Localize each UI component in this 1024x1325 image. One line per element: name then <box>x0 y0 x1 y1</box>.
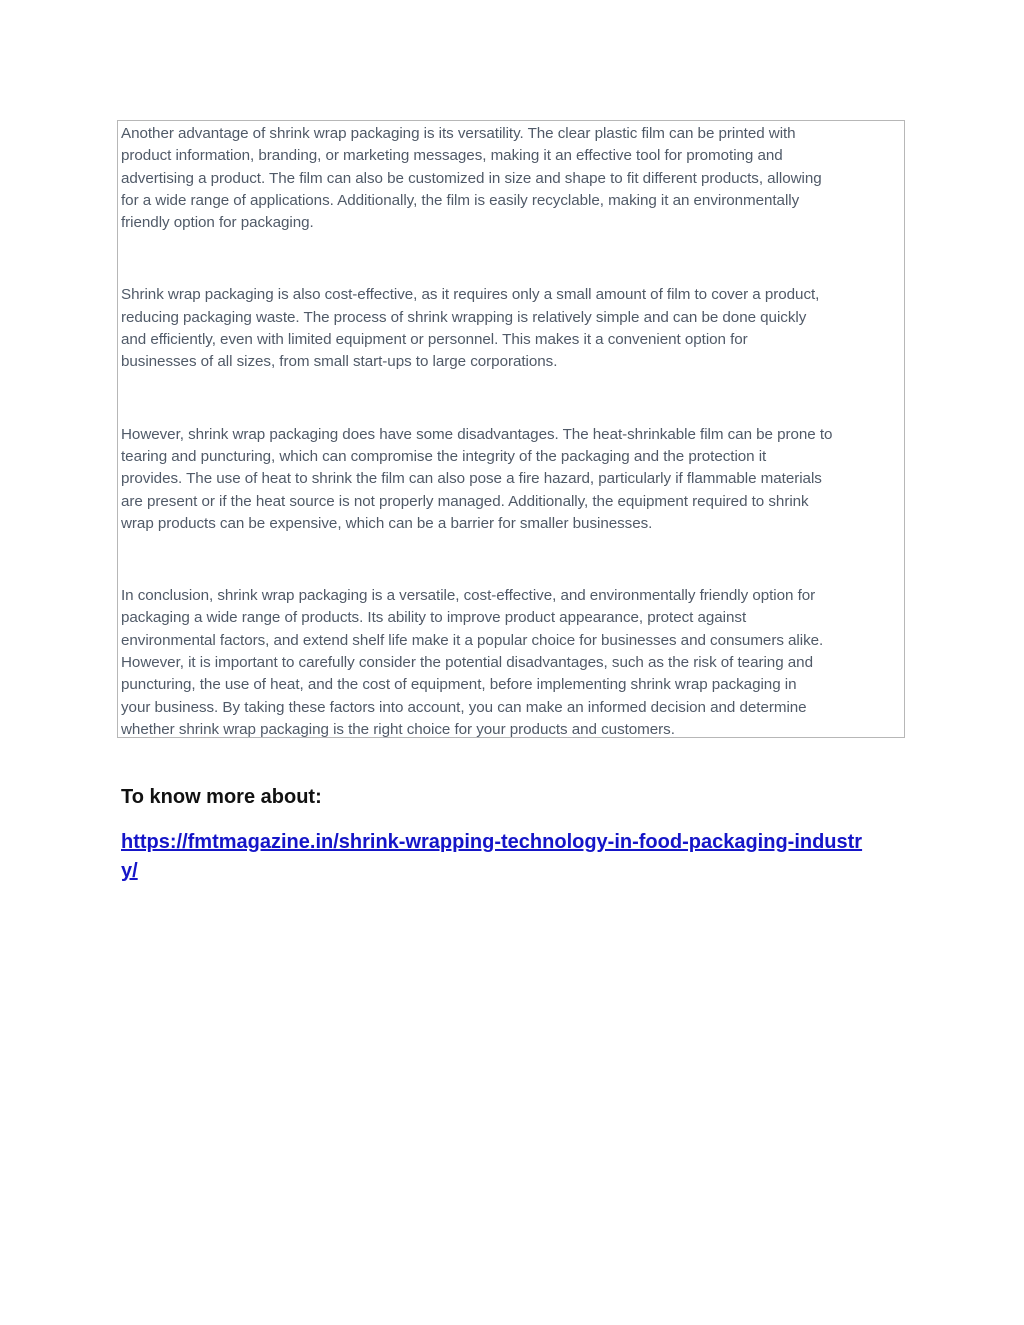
more-info-heading: To know more about: <box>121 786 322 808</box>
source-link[interactable]: https://fmtmagazine.in/shrink-wrapping-technology-in-food-packaging-industr y/ <box>121 831 863 882</box>
paragraph-conclusion: In conclusion, shrink wrap packaging is a versatile, cost-effective, and environmentally friendly option for packaging a wide range of products. Its ability to improve product appearance, protect against environmental factors, and extend shelf life make it a popular choice for businesses and consumers alike. However, it is important to carefully consider the potential disadvantages, such as the risk of tearing and puncturing, the use of heat, and the cost of equipment, before implementing shrink wrap packaging in your business. By taking these factors into account, you can make an informed decision and determine whether shrink wrap packaging is the right choice for your products and customers. <box>121 587 824 738</box>
article-text-box <box>117 120 905 738</box>
paragraph-cost-effective: Shrink wrap packaging is also cost-effective, as it requires only a small amount of film to cover a product, reducing packaging waste. The process of shrink wrapping is relatively simple and can be done quickly and efficiently, even with limited equipment or personnel. This makes it a convenient option for businesses of all sizes, from small start-ups to large corporations. <box>121 286 820 371</box>
paragraph-versatility: Another advantage of shrink wrap packaging is its versatility. The clear plastic film can be printed with product information, branding, or marketing messages, making it an effective tool for promoting and advertising a product. The film can also be customized in size and shape to fit different products, allowing for a wide range of applications. Additionally, the film is easily recyclable, making it an environmentally friendly option for packaging. <box>121 125 822 232</box>
paragraph-disadvantages: However, shrink wrap packaging does have some disadvantages. The heat-shrinkable film can be prone to tearing and puncturing, which can compromise the integrity of the packaging and the protection it provides. The use of heat to shrink the film can also pose a fire hazard, particularly if flammable materials are present or if the heat source is not properly managed. Additionally, the equipment required to shrink wrap products can be expensive, which can be a barrier for smaller businesses. <box>121 425 833 532</box>
